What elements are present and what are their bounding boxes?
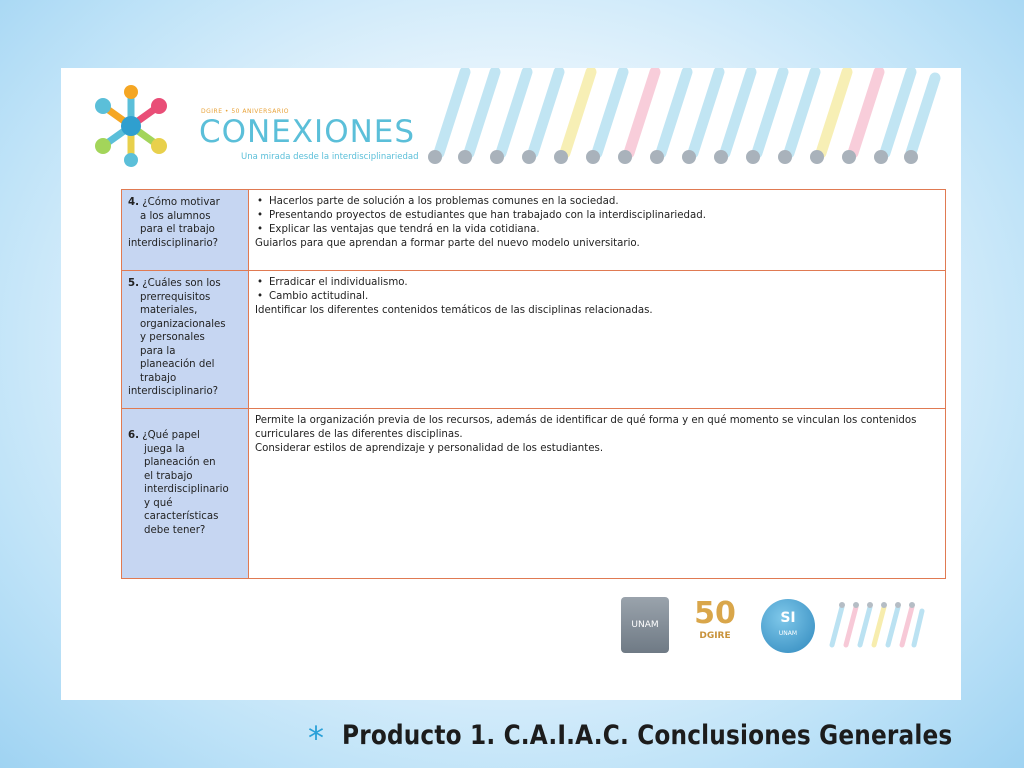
question-number: 6. xyxy=(128,430,139,441)
si-unam-logo xyxy=(761,599,815,653)
list-item: • Erradicar el individualismo. xyxy=(255,276,939,290)
answer-text: Identificar los diferentes contenidos temáticos de las disciplinas relacionadas. xyxy=(255,305,653,316)
question-cell xyxy=(122,409,249,579)
list-item: • Presentando proyectos de estudiantes que han trabajado con la interdisciplinariedad. xyxy=(255,209,939,223)
mini-stripes-logo-icon xyxy=(826,599,926,653)
answer-bullets xyxy=(255,195,939,237)
question-text: trabajo xyxy=(140,372,177,384)
molecule-logo-icon xyxy=(89,84,173,168)
table-row xyxy=(122,409,946,579)
unam-shield-icon xyxy=(621,597,669,653)
question-text: el trabajo xyxy=(144,470,193,482)
question-number: 5. xyxy=(128,278,139,289)
list-item: • Explicar las ventajas que tendrá en la vida cotidiana. xyxy=(255,223,939,237)
answer-paragraph: Considerar estilos de aprendizaje y personalidad de los estudiantes. xyxy=(255,443,604,454)
answer-cell xyxy=(249,271,946,409)
list-item: • Cambio actitudinal. xyxy=(255,290,939,304)
list-item: • Hacerlos parte de solución a los problemas comunes en la sociedad. xyxy=(255,195,939,209)
question-text: ¿Cuáles son los xyxy=(142,278,221,289)
logo-anniversary-text: DGIRE • 50 ANIVERSARIO xyxy=(201,108,290,115)
dgire-fifty: 50 xyxy=(694,596,736,631)
conexiones-logo xyxy=(89,78,429,178)
question-text: planeación del xyxy=(140,359,215,370)
question-text: debe tener? xyxy=(144,524,206,536)
question-text: ¿Cómo motivar xyxy=(142,197,220,208)
slide-title: Producto 1. C.A.I.A.C. Conclusiones Generales xyxy=(342,720,953,751)
question-number: 4. xyxy=(128,197,139,208)
question-text: características xyxy=(144,511,219,522)
dgire-50-logo xyxy=(683,597,747,653)
si-label: SI xyxy=(780,610,796,626)
unam-label: UNAM xyxy=(631,620,659,630)
question-text: juega la xyxy=(144,443,185,455)
decorative-stripes xyxy=(421,68,941,168)
question-text: para la xyxy=(140,345,176,357)
slide-title-bar xyxy=(0,713,1024,761)
question-text: interdisciplinario? xyxy=(128,386,219,397)
question-cell xyxy=(122,271,249,409)
question-text: interdisciplinario? xyxy=(128,237,219,249)
table-row xyxy=(122,271,946,409)
question-text: y personales xyxy=(140,332,205,343)
answer-paragraph: Permite la organización previa de los recursos, además de identificar de qué forma y en qué momento se vinculan los contenidos curriculares de las diferentes disciplinas. xyxy=(255,415,917,440)
question-text: interdisciplinario xyxy=(144,484,229,495)
table-row xyxy=(122,190,946,271)
dgire-label: DGIRE xyxy=(699,631,731,641)
logo-tagline: Una mirada desde la interdisciplinariedad xyxy=(241,152,419,162)
si-sub-label: UNAM xyxy=(778,630,798,637)
question-text: materiales, xyxy=(140,305,198,316)
question-text: ¿Qué papel xyxy=(142,430,200,441)
question-text: planeación en xyxy=(144,457,216,468)
question-text: organizacionales xyxy=(140,318,226,330)
question-text: para el trabajo xyxy=(140,224,215,235)
partner-logos xyxy=(621,595,931,655)
logo-title: CONEXIONES xyxy=(199,114,416,150)
answer-cell xyxy=(249,190,946,271)
question-text: a los alumnos xyxy=(140,210,211,222)
answer-bullets xyxy=(255,276,939,304)
question-cell xyxy=(122,190,249,271)
question-text: prerrequisitos xyxy=(140,291,211,303)
question-text: y qué xyxy=(144,497,173,509)
asterisk-bullet-icon: * xyxy=(308,719,324,757)
questions-table xyxy=(121,189,946,579)
answer-text: Guiarlos para que aprendan a formar parte del nuevo modelo universitario. xyxy=(255,238,640,249)
slide-content xyxy=(61,68,961,700)
answer-cell xyxy=(249,409,946,579)
